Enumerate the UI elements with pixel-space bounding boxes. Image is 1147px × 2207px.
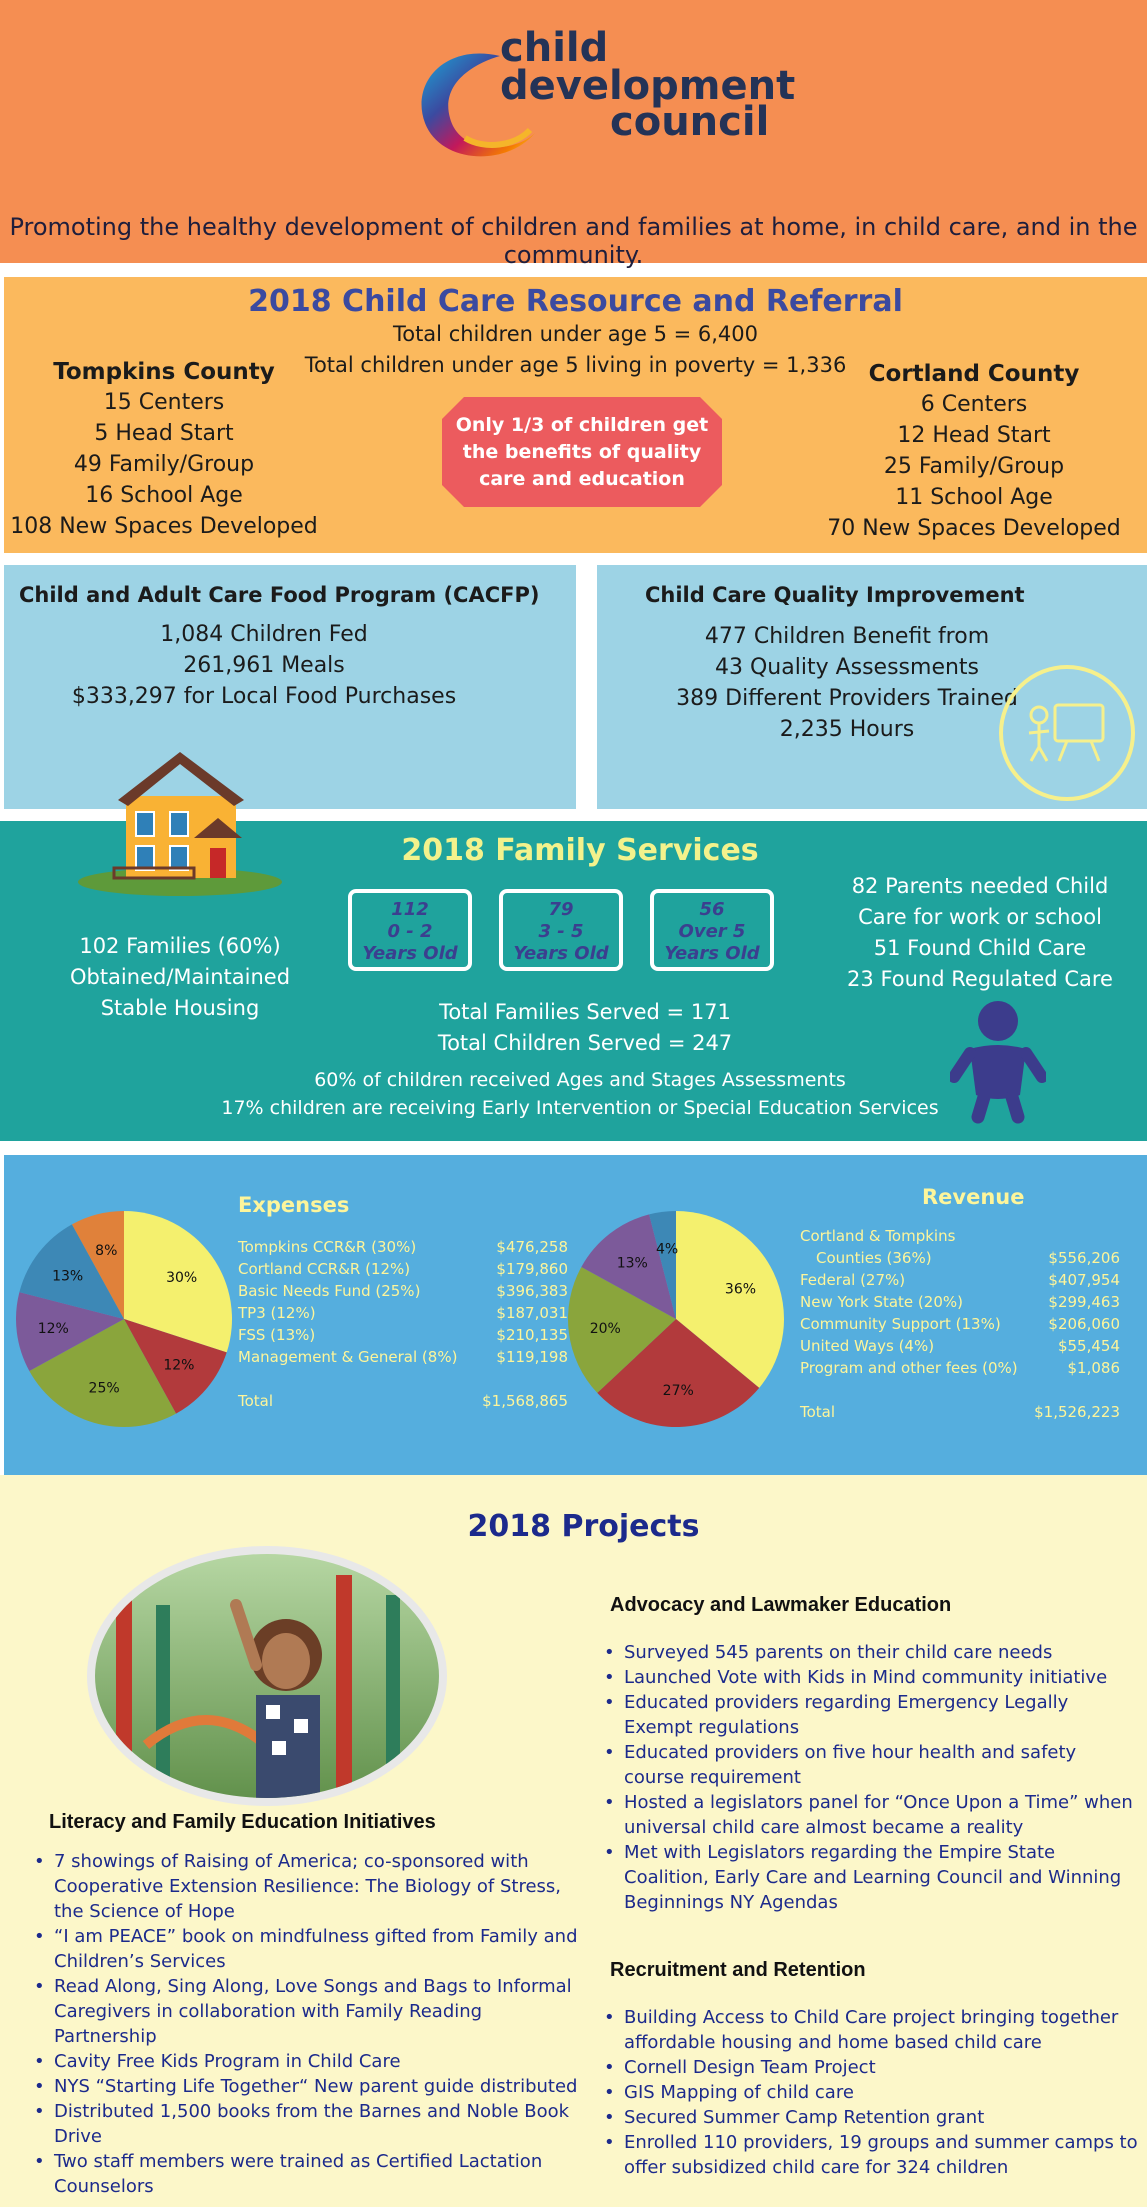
cacfp-title: Child and Adult Care Food Program (CACFP) — [19, 583, 540, 607]
ccqi-panel — [597, 565, 1147, 809]
cortland-line: 12 Head Start — [897, 423, 1051, 448]
baby-icon — [950, 999, 1046, 1125]
parents-line: Care for work or school — [858, 905, 1102, 929]
age-label: Years Old — [664, 943, 760, 964]
legend-amount: $187,031 — [496, 1304, 568, 1322]
legend-label: New York State (20%) — [800, 1293, 963, 1311]
pie-slice-label: 12% — [163, 1357, 195, 1374]
age-label: Years Old — [362, 943, 458, 964]
literacy-list — [30, 1849, 586, 2199]
recruitment-title: Recruitment and Retention — [610, 1959, 866, 1981]
logo-line-child: child — [500, 25, 609, 71]
legend-amount: $299,463 — [1048, 1293, 1120, 1311]
cortland-county-block — [814, 361, 1134, 544]
legend-label: Community Support (13%) — [800, 1315, 1001, 1333]
legend-amount: $407,954 — [1048, 1271, 1120, 1289]
cacfp-line: 261,961 Meals — [183, 653, 345, 678]
legend-amount: $1,568,865 — [482, 1392, 568, 1410]
teacher-board-icon — [997, 663, 1137, 803]
expenses-title: Expenses — [238, 1193, 350, 1217]
legend-row — [238, 1390, 568, 1412]
list-item: • 7 showings of Raising of America; co-sponsored with Cooperative Extension Resilience: The Biology of Stress, the Science of Hope — [30, 1849, 586, 1924]
ccqi-line: 389 Different Providers Trained — [676, 686, 1018, 711]
housing-line: Obtained/Maintained — [69, 965, 291, 989]
pie-slice-label: 12% — [37, 1320, 69, 1337]
legend-amount: $1,526,223 — [1034, 1403, 1120, 1421]
legend-row — [238, 1346, 568, 1368]
tompkins-county-block — [4, 359, 324, 542]
legend-row — [800, 1357, 1120, 1379]
legend-label: United Ways (4%) — [800, 1337, 935, 1355]
projects-section — [0, 1475, 1147, 2207]
age-count: 112 — [391, 899, 429, 920]
legend-amount: $1,086 — [1067, 1359, 1120, 1377]
legend-label: Total — [800, 1403, 836, 1421]
legend-label: TP3 (12%) — [238, 1304, 316, 1322]
projects-title: 2018 Projects — [467, 1509, 700, 1544]
tompkins-title: Tompkins County — [53, 359, 275, 385]
pie-slice-label: 13% — [616, 1255, 648, 1272]
pie-slice-label: 4% — [655, 1241, 679, 1258]
advocacy-title: Advocacy and Lawmaker Education — [610, 1594, 952, 1616]
list-item: • Surveyed 545 parents on their child care needs — [600, 1640, 1140, 1665]
recruitment-list — [600, 2005, 1140, 2180]
legend-row — [238, 1302, 568, 1324]
legend-amount: $476,258 — [496, 1238, 568, 1256]
callout-line: Only 1/3 of children get — [455, 414, 709, 436]
logo-line-council: council — [610, 99, 770, 145]
parents-line: 82 Parents needed Child — [851, 874, 1109, 898]
legend-label: Counties (36%) — [816, 1249, 932, 1267]
list-item: • Launched Vote with Kids in Mind community initiative — [600, 1665, 1140, 1690]
legend-label: Management & General (8%) — [238, 1348, 458, 1366]
tompkins-line: 108 New Spaces Developed — [10, 514, 318, 539]
ccrr-title: 2018 Child Care Resource and Referral — [248, 284, 903, 319]
ccqi-line: 43 Quality Assessments — [714, 655, 980, 680]
tompkins-line: 49 Family/Group — [73, 452, 255, 477]
parents-block — [820, 871, 1140, 995]
legend-row — [800, 1291, 1120, 1313]
pie-slice-label: 27% — [662, 1383, 694, 1400]
list-item: • Cavity Free Kids Program in Child Care — [30, 2049, 586, 2074]
ccqi-line: 2,235 Hours — [779, 717, 915, 742]
list-item: • NYS “Starting Life Together“ New parent guide distributed — [30, 2074, 586, 2099]
legend-row — [800, 1269, 1120, 1291]
housing-block — [40, 931, 320, 1024]
age-range: 0 - 2 — [387, 921, 433, 942]
ccrr-total-under5: Total children under age 5 = 6,400 — [392, 322, 759, 346]
parents-line: 23 Found Regulated Care — [847, 967, 1113, 991]
tagline: Promoting the healthy development of children and families at home, in child care, and in the community. — [9, 213, 1138, 269]
legend-label: Basic Needs Fund (25%) — [238, 1282, 421, 1300]
legend-label: Total — [238, 1392, 274, 1410]
legend-row — [800, 1313, 1120, 1335]
legend-amount: $210,135 — [496, 1326, 568, 1344]
cortland-line: 25 Family/Group — [883, 454, 1065, 479]
legend-label: Cortland CCR&R (12%) — [238, 1260, 411, 1278]
ccrr-section — [4, 277, 1147, 553]
cacfp-line: $333,297 for Local Food Purchases — [71, 684, 457, 709]
legend-amount: $206,060 — [1048, 1315, 1120, 1333]
callout-text — [442, 412, 722, 493]
age-count: 56 — [699, 899, 725, 920]
logo-wordmark — [500, 25, 796, 145]
legend-row — [800, 1401, 1120, 1423]
pie-slice-label: 20% — [589, 1320, 621, 1337]
revenue-legend — [800, 1225, 1120, 1423]
housing-line: Stable Housing — [100, 996, 260, 1020]
age-count: 79 — [548, 899, 574, 920]
legend-amount: $179,860 — [496, 1260, 568, 1278]
cacfp-lines — [4, 619, 524, 712]
header-banner — [0, 0, 1147, 269]
legend-label: Program and other fees (0%) — [800, 1359, 1018, 1377]
callout-line: care and education — [479, 468, 685, 490]
cortland-line: 70 New Spaces Developed — [827, 516, 1121, 541]
ccrr-poverty-under5: Total children under age 5 living in poverty = 1,336 — [304, 353, 847, 377]
age-range: Over 5 — [678, 921, 746, 942]
total-line: Total Children Served = 247 — [437, 1031, 733, 1055]
legend-row — [238, 1236, 568, 1258]
literacy-title: Literacy and Family Education Initiatives — [49, 1811, 436, 1833]
expenses-legend — [238, 1236, 568, 1412]
legend-label: Tompkins CCR&R (30%) — [238, 1238, 417, 1256]
legend-row — [800, 1247, 1120, 1269]
list-item: • “I am PEACE” book on mindfulness gifted from Family and Children’s Services — [30, 1924, 586, 1974]
list-item: • Building Access to Child Care project bringing together affordable housing and home based child care — [600, 2005, 1140, 2055]
legend-label: Federal (27%) — [800, 1271, 906, 1289]
legend-label: FSS (13%) — [238, 1326, 316, 1344]
tompkins-line: 16 School Age — [85, 483, 243, 508]
expenses-pie-chart — [12, 1207, 236, 1431]
tompkins-line: 15 Centers — [103, 390, 225, 415]
list-item: • GIS Mapping of child care — [600, 2080, 1140, 2105]
cortland-line: 6 Centers — [920, 392, 1028, 417]
ccqi-line: 477 Children Benefit from — [704, 624, 990, 649]
list-item: • Educated providers on five hour health and safety course requirement — [600, 1740, 1140, 1790]
finance-section — [4, 1155, 1147, 1475]
legend-amount: $556,206 — [1048, 1249, 1120, 1267]
age-box-over-5 — [650, 889, 774, 971]
list-item: • Read Along, Sing Along, Love Songs and Bags to Informal Caregivers in collaboration with Family Reading Partnership — [30, 1974, 586, 2049]
list-item: • Secured Summer Camp Retention grant — [600, 2105, 1140, 2130]
list-item: • Met with Legislators regarding the Empire State Coalition, Early Care and Learning Council and Winning Beginnings NY Agendas — [600, 1840, 1140, 1915]
pie-slice-label: 8% — [95, 1242, 118, 1259]
parents-line: 51 Found Child Care — [873, 936, 1087, 960]
legend-amount: $119,198 — [496, 1348, 568, 1366]
legend-row — [238, 1280, 568, 1302]
age-box-0-2 — [348, 889, 472, 971]
family-title: 2018 Family Services — [401, 833, 759, 868]
family-totals — [385, 997, 785, 1059]
ccqi-title: Child Care Quality Improvement — [645, 583, 1025, 607]
callout-line: the benefits of quality — [462, 441, 702, 463]
cacfp-line: 1,084 Children Fed — [160, 622, 368, 647]
legend-label: Cortland & Tompkins — [800, 1227, 956, 1245]
cortland-line: 11 School Age — [895, 485, 1053, 510]
pie-slice-label: 25% — [88, 1380, 120, 1397]
list-item: • Educated providers regarding Emergency Legally Exempt regulations — [600, 1690, 1140, 1740]
list-item: • Cornell Design Team Project — [600, 2055, 1140, 2080]
logo-line-development: development — [500, 63, 796, 109]
list-item: • Two staff members were trained as Certified Lactation Counselors — [30, 2149, 586, 2199]
revenue-pie-chart — [564, 1207, 788, 1431]
age-label: Years Old — [513, 943, 609, 964]
legend-row — [800, 1225, 1120, 1247]
list-item: • Distributed 1,500 books from the Barnes and Noble Book Drive — [30, 2099, 586, 2149]
legend-amount: $396,383 — [496, 1282, 568, 1300]
list-item: • Hosted a legislators panel for “Once Upon a Time” when universal child care almost became a reality — [600, 1790, 1140, 1840]
advocacy-list — [600, 1640, 1140, 1915]
total-line: Total Families Served = 171 — [439, 1000, 731, 1024]
legend-row — [800, 1335, 1120, 1357]
age-range: 3 - 5 — [538, 921, 584, 942]
legend-row — [238, 1258, 568, 1280]
legend-row — [238, 1324, 568, 1346]
assessment-line: 60% of children received Ages and Stages Assessments — [314, 1069, 846, 1091]
revenue-title: Revenue — [922, 1185, 1025, 1209]
pie-slice-label: 30% — [166, 1270, 198, 1287]
child-playground-photo — [86, 1545, 448, 1807]
house-icon — [78, 740, 288, 900]
cortland-title: Cortland County — [868, 361, 1080, 387]
assessment-line: 17% children are receiving Early Intervention or Special Education Services — [221, 1097, 939, 1119]
housing-line: 102 Families (60%) — [79, 934, 281, 958]
pie-slice-label: 36% — [724, 1281, 757, 1298]
age-box-3-5 — [499, 889, 623, 971]
tompkins-line: 5 Head Start — [94, 421, 234, 446]
legend-amount: $55,454 — [1057, 1337, 1120, 1355]
pie-slice-label: 13% — [52, 1268, 84, 1285]
list-item: • Enrolled 110 providers, 19 groups and summer camps to offer subsidized child care for 324 children — [600, 2130, 1140, 2180]
